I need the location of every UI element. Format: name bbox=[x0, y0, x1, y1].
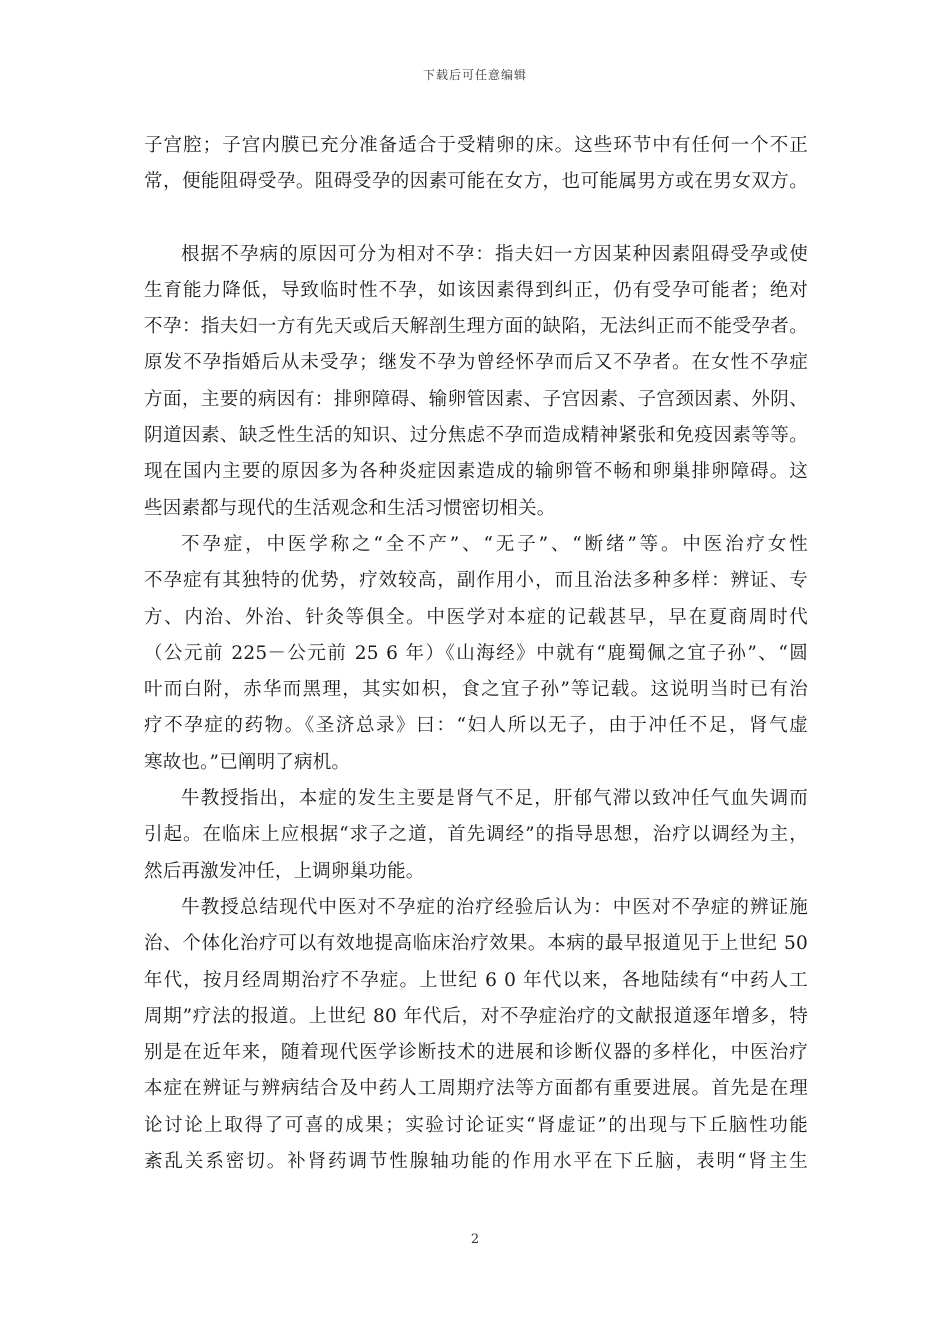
paragraph bbox=[144, 237, 808, 527]
text-line: 原发不孕指婚后从未受孕；继发不孕为曾经怀孕而后又不孕者。在女性不孕症 bbox=[144, 352, 808, 374]
text-line: 牛教授总结现代中医对不孕症的治疗经验后认为：中医对不孕症的辨证施 bbox=[181, 896, 808, 918]
text-line: 不孕症，中医学称之“全不产”、“无子”、“断绪”等。中医治疗女性 bbox=[181, 533, 808, 555]
text-line: 牛教授指出，本症的发生主要是肾气不足，肝郁气滞以致冲任气血失调而 bbox=[181, 788, 808, 810]
text-line: 现在国内主要的原因多为各种炎症因素造成的输卵管不畅和卵巢排卵障碍。这 bbox=[144, 461, 808, 483]
text-line: 阴道因素、缺乏性生活的知识、过分焦虑不孕而造成精神紧张和免疫因素等等。 bbox=[144, 425, 808, 447]
text-line: 不孕：指夫妇一方有先天或后天解剖生理方面的缺陷，无法纠正而不能受孕者。 bbox=[144, 316, 808, 338]
text-line: 子宫腔；子宫内膜已充分准备适合于受精卵的床。这些环节中有任何一个不正 bbox=[144, 135, 808, 156]
text-line: 叶而白附，赤华而黑理，其实如枳，食之宜子孙”等记载。这说明当时已有治 bbox=[144, 679, 808, 701]
document-body bbox=[144, 128, 808, 1180]
text-line: 不孕症有其独特的优势，疗效较高，副作用小，而且治法多种多样：辨证、专 bbox=[144, 570, 808, 592]
text-line: 方、内治、外治、针灸等俱全。中医学对本症的记载甚早，早在夏商周时代 bbox=[144, 606, 808, 628]
text-line: 些因素都与现代的生活观念和生活习惯密切相关。 bbox=[144, 497, 556, 519]
text-line: 疗不孕症的药物。《圣济总录》曰：“妇人所以无子，由于冲任不足，肾气虚 bbox=[144, 715, 808, 737]
paragraph bbox=[144, 527, 808, 781]
page-number: 2 bbox=[470, 1232, 480, 1247]
text-line: 引起。在临床上应根据“求子之道，首先调经”的指导思想，治疗以调经为主， bbox=[144, 824, 808, 846]
page-header: 下载后可任意编辑 bbox=[422, 68, 527, 82]
text-line: 别是在近年来，随着现代医学诊断技术的进展和诊断仪器的多样化，中医治疗 bbox=[144, 1042, 808, 1064]
text-line: 周期”疗法的报道。上世纪 80 年代后，对不孕症治疗的文献报道逐年增多，特 bbox=[144, 1005, 808, 1027]
paragraph bbox=[144, 890, 808, 1180]
text-line: 然后再激发冲任，上调卵巢功能。 bbox=[144, 860, 425, 882]
text-line: 论讨论上取得了可喜的成果；实验讨论证实“肾虚证”的出现与下丘脑性功能 bbox=[144, 1114, 808, 1136]
paragraph bbox=[144, 128, 808, 201]
text-line: 本症在辨证与辨病结合及中药人工周期疗法等方面都有重要进展。首先是在理 bbox=[144, 1078, 808, 1100]
text-line: 紊乱关系密切。补肾药调节性腺轴功能的作用水平在下丘脑，表明“肾主生 bbox=[144, 1151, 808, 1173]
text-line: 生育能力降低，导致临时性不孕，如该因素得到纠正，仍有受孕可能者；绝对 bbox=[144, 279, 808, 301]
text-line: 治、个体化治疗可以有效地提高临床治疗效果。本病的最早报道见于上世纪 50 bbox=[144, 933, 808, 955]
text-line: 方面，主要的病因有：排卵障碍、输卵管因素、子宫因素、子宫颈因素、外阴、 bbox=[144, 388, 808, 410]
text-line: 年代，按月经周期治疗不孕症。上世纪 6 0 年代以来，各地陆续有“中药人工 bbox=[144, 969, 808, 991]
paragraph-gap bbox=[144, 201, 808, 237]
text-line: 寒故也。”已阐明了病机。 bbox=[144, 751, 351, 773]
text-line: （公元前 225－公元前 25 6 年）《山海经》中就有“鹿蜀佩之宜子孙”、“圆 bbox=[144, 642, 808, 664]
text-line: 根据不孕病的原因可分为相对不孕：指夫妇一方因某种因素阻碍受孕或使 bbox=[181, 243, 808, 265]
paragraph bbox=[144, 781, 808, 890]
text-line: 常，便能阻碍受孕。阻碍受孕的因素可能在女方，也可能属男方或在男女双方。 bbox=[144, 171, 808, 193]
